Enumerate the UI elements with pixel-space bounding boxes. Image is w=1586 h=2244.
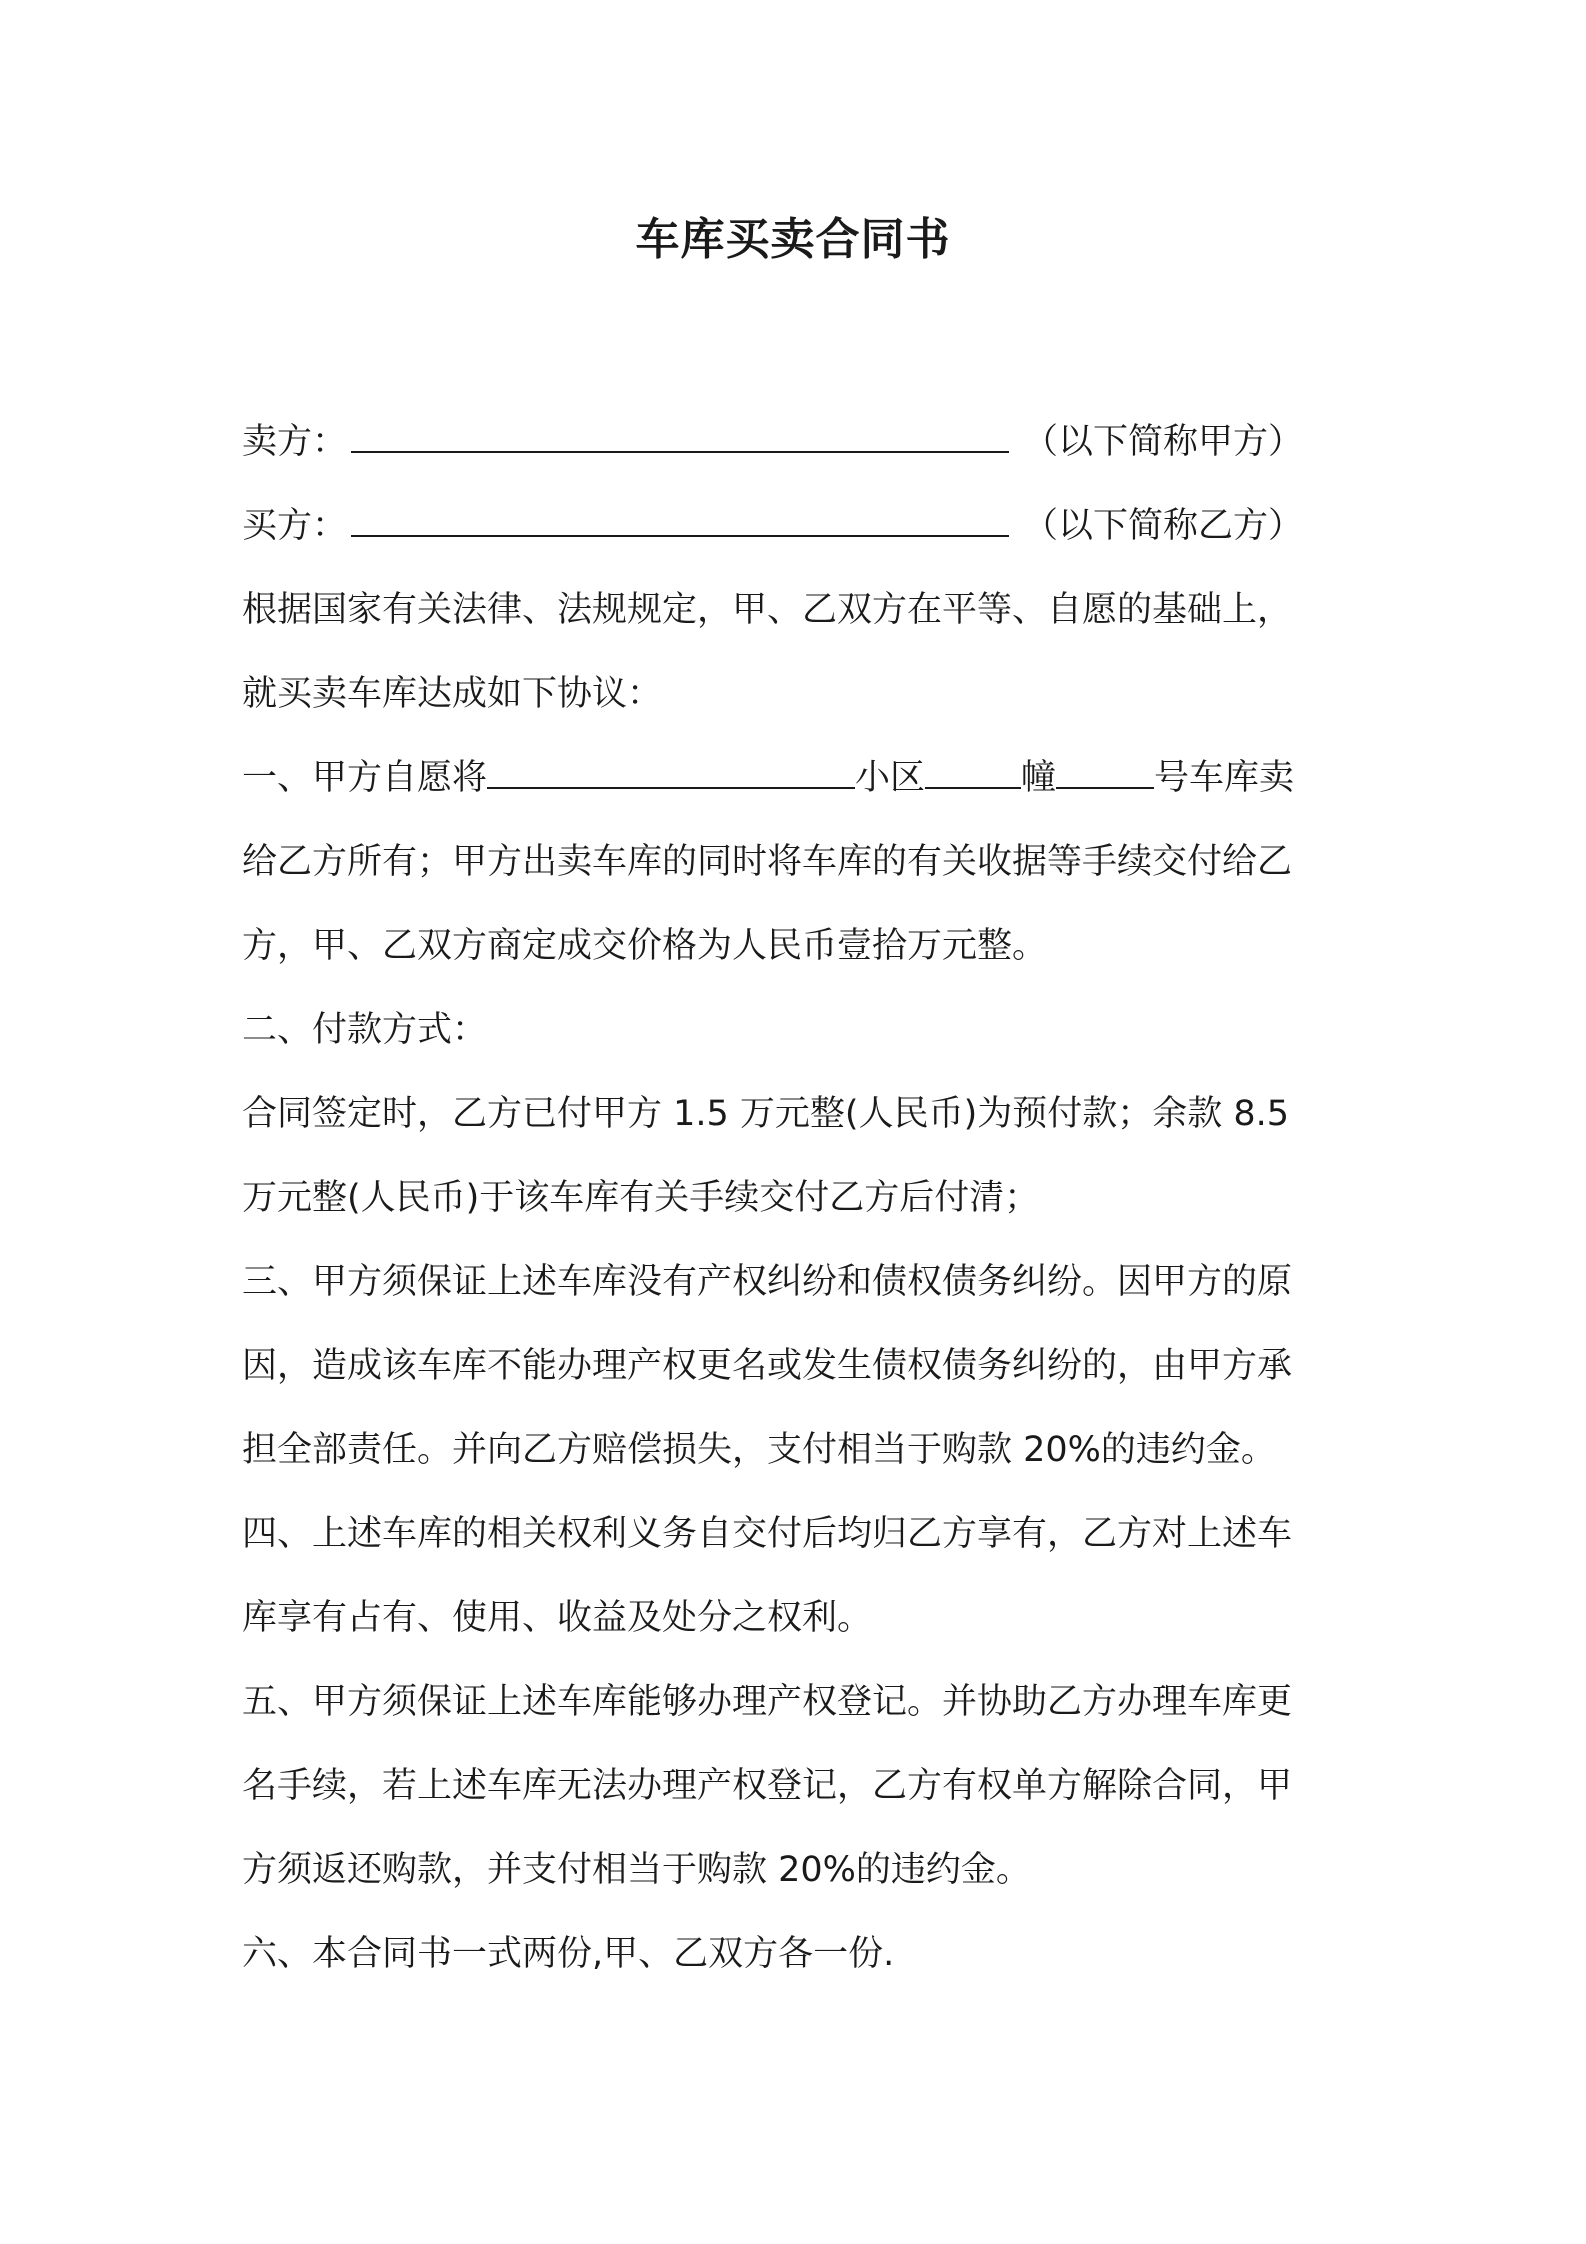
buyer-label: 买方： [242, 506, 348, 546]
seller-suffix: （以下简称甲方） [1023, 422, 1304, 462]
clause-4-line-2: 库享有占有、使用、收益及处分之权利。 [242, 1598, 873, 1638]
clause-5-line-3: 方须返还购款，并支付相当于购款 20%的违约金。 [242, 1850, 1031, 1890]
building-blank[interactable] [925, 757, 1021, 789]
buyer-suffix: （以下简称乙方） [1023, 506, 1304, 546]
clause-2-heading: 二、付款方式： [242, 1010, 488, 1050]
buyer-line [242, 484, 1362, 568]
clause-4-line-1: 四、上述车库的相关权利义务自交付后均归乙方享有，乙方对上述车 [242, 1514, 1293, 1554]
clause-3-line-2: 因，造成该车库不能办理产权更名或发生债权债务纠纷的，由甲方承 [242, 1346, 1293, 1386]
clause-1-line-2: 给乙方所有；甲方出卖车库的同时将车库的有关收据等手续交付给乙 [242, 842, 1293, 882]
clause-1-line-1 [242, 736, 1362, 820]
clause-2-line-1: 合同签定时，乙方已付甲方 1.5 万元整(人民币)为预付款；余款 8.5 [242, 1094, 1290, 1134]
intro-line-2: 就买卖车库达成如下协议： [242, 674, 663, 714]
clause-1-prefix: 一、甲方自愿将 [242, 758, 488, 798]
clause-3-line-1: 三、甲方须保证上述车库没有产权纠纷和债权债务纠纷。因甲方的原 [242, 1262, 1293, 1302]
clause-5-line-2: 名手续，若上述车库无法办理产权登记，乙方有权单方解除合同，甲 [242, 1766, 1293, 1806]
garage-number-blank[interactable] [1056, 757, 1154, 789]
clause-1-line-3: 方，甲、乙双方商定成交价格为人民币壹拾万元整。 [242, 926, 1048, 966]
buyer-name-blank[interactable] [351, 505, 1009, 537]
seller-name-blank[interactable] [351, 421, 1009, 453]
clause-1-suffix: 号车库卖 [1154, 758, 1295, 798]
seller-line [242, 400, 1362, 484]
document-title: 车库买卖合同书 [635, 214, 951, 265]
clause-5-line-1: 五、甲方须保证上述车库能够办理产权登记。并协助乙方办理车库更 [242, 1682, 1293, 1722]
community-label: 小区 [855, 758, 926, 798]
clause-2-line-2: 万元整(人民币)于该车库有关手续交付乙方后付清； [242, 1178, 1040, 1218]
seller-label: 卖方： [242, 422, 348, 462]
contract-body [242, 400, 1362, 1996]
intro-line-1: 根据国家有关法律、法规规定，甲、乙双方在平等、自愿的基础上， [242, 590, 1293, 630]
community-blank[interactable] [487, 757, 855, 789]
clause-3-line-3: 担全部责任。并向乙方赔偿损失，支付相当于购款 20%的违约金。 [242, 1430, 1276, 1470]
clause-6-line-1: 六、本合同书一式两份,甲、乙双方各一份. [242, 1934, 895, 1974]
building-label: 幢 [1021, 758, 1057, 798]
